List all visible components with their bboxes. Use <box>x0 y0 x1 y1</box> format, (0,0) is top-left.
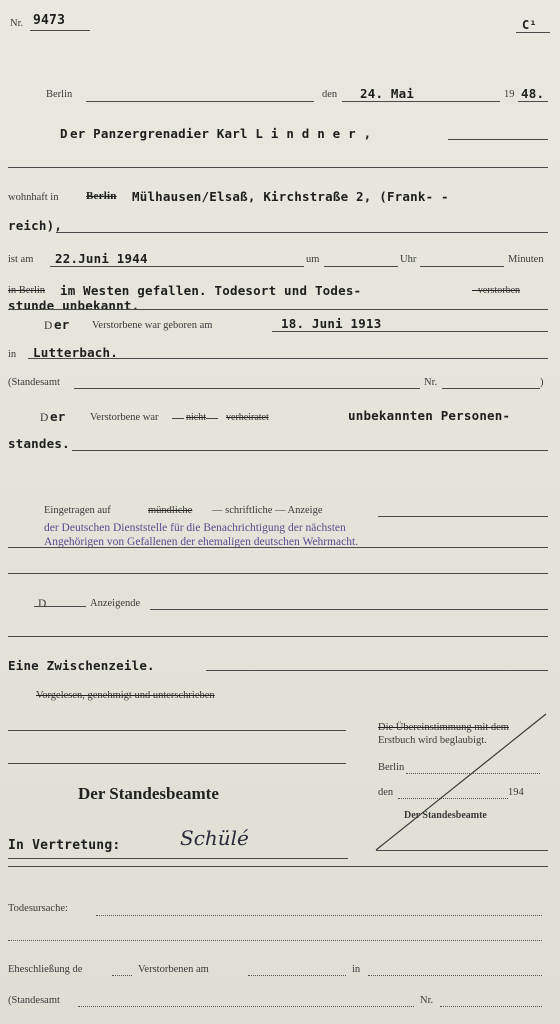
certification-line-2: Erstbuch wird beglaubigt. <box>378 735 487 746</box>
status-typed-prefix: er <box>50 409 66 424</box>
nr-value: 9473 <box>33 13 66 28</box>
stamp-underline <box>8 547 548 548</box>
ist-am-label: ist am <box>8 254 34 265</box>
birthplace: Lutterbach. <box>33 345 118 360</box>
form-code: C¹ <box>522 18 537 32</box>
registration-line <box>378 516 548 517</box>
certification-struck: Die Übereinstimmung mit dem <box>378 722 509 733</box>
birth-date: 18. Juni 1913 <box>281 316 382 331</box>
place-line <box>86 101 314 102</box>
death-date: 22.Juni 1944 <box>55 251 148 266</box>
footer-standesamt-line <box>78 1006 414 1007</box>
ehe-in-label: in <box>352 964 361 975</box>
ehe-place-line <box>368 975 542 976</box>
residence: Mülhausen/Elsaß, Kirchstraße 2, (Frank- - <box>132 189 449 204</box>
uhr-label: Uhr <box>400 254 417 265</box>
born-typed-prefix: er <box>54 317 70 332</box>
nr-label: Nr. <box>10 18 24 29</box>
footer-nr: Nr. <box>420 995 434 1006</box>
standesamt-line <box>74 388 420 389</box>
ehe-label: Eheschließung de <box>8 964 83 975</box>
status-dash-1 <box>172 418 184 419</box>
standesamt-nr-line <box>442 388 540 389</box>
blank-line-4 <box>8 730 346 731</box>
signature-title: Der Standesbeamte <box>78 784 219 803</box>
wohnhaft-struck: Berlin <box>86 190 117 202</box>
signature: Schülé <box>180 826 249 850</box>
ehe-label-2: Verstorbenen am <box>138 964 209 975</box>
birth-date-line <box>272 331 548 332</box>
death-date-line <box>50 266 304 267</box>
death-place-line <box>8 309 548 310</box>
certification-year: 194 <box>508 787 524 798</box>
born-prefix: D <box>44 320 53 332</box>
person-line-prefix: D <box>60 126 68 141</box>
ehe-date-line <box>248 975 346 976</box>
todesursache-label: Todesursache: <box>8 903 68 914</box>
person-line-tail <box>448 139 548 140</box>
vorgelesen-struck: Vorgelesen, genehmigt und unterschrieben <box>36 690 215 701</box>
signature-line <box>8 858 348 859</box>
vertretung-label: In Vertretung: <box>8 838 121 853</box>
blank-line-5 <box>8 763 346 764</box>
anzeigende-strike <box>34 606 86 607</box>
birthplace-line <box>28 358 548 359</box>
zwischenzeile: Eine Zwischenzeile. <box>8 658 155 673</box>
uhr-line <box>420 266 504 267</box>
certification-title: Der Standesbeamte <box>404 810 487 821</box>
marital-status-line <box>72 450 548 451</box>
year-line <box>518 101 548 102</box>
standesamt-label: (Standesamt <box>8 377 60 388</box>
death-place: im Westen gefallen. Todesort und Todes- <box>60 283 362 298</box>
death-place-cont: stunde unbekannt. <box>8 298 140 313</box>
status-label: Verstorbene war <box>90 412 159 423</box>
birthplace-in-label: in <box>8 349 17 360</box>
footer-nr-line <box>440 1006 542 1007</box>
residence-line <box>56 232 548 233</box>
status-dash-2 <box>206 418 218 419</box>
standesamt-close: ) <box>540 377 544 388</box>
den-label: den <box>322 89 338 100</box>
registration-label: Eingetragen auf <box>44 505 111 516</box>
blank-line-3 <box>8 636 548 637</box>
anzeigende-prefix: D <box>38 598 47 610</box>
status-struck-nicht: nicht <box>186 412 206 423</box>
certification-place: Berlin <box>378 762 405 773</box>
year-prefix: 19 <box>504 89 515 100</box>
form-code-underline <box>516 32 550 33</box>
certification-den: den <box>378 787 394 798</box>
year-suffix: 48. <box>521 86 545 101</box>
um-label: um <box>306 254 320 265</box>
person-name: er Panzergrenadier Karl L i n d n e r , <box>70 126 372 141</box>
stamp-line-1: der Deutschen Dienststelle für die Benachrichtigung der nächsten <box>44 522 346 534</box>
anzeigende-label: Anzeigende <box>90 598 141 609</box>
registration-struck: mündliche <box>148 505 193 516</box>
registration-rest: — schriftliche — Anzeige <box>212 505 323 516</box>
zwischenzeile-line <box>206 670 548 671</box>
blank-line-1 <box>8 167 548 168</box>
ehe-blank <box>112 975 132 976</box>
status-prefix: D <box>40 412 49 424</box>
todesursache-line-2 <box>8 940 542 941</box>
verstorben-struck: - verstorben <box>472 285 521 296</box>
stamp-line-2: Angehörigen von Gefallenen der ehemaligen deutschen Wehrmacht. <box>44 536 359 548</box>
residence-cont: reich), <box>8 218 63 233</box>
born-label: Verstorbene war geboren am <box>92 320 213 331</box>
todesursache-line <box>96 915 542 916</box>
marital-status: unbekannten Personen- <box>348 408 511 423</box>
certification-diagonal-stroke <box>370 710 550 852</box>
anzeigende-line <box>150 609 548 610</box>
signature-separator <box>8 866 548 867</box>
minuten-label: Minuten <box>508 254 544 265</box>
blank-line-2 <box>8 573 548 574</box>
wohnhaft-label: wohnhaft in <box>8 192 59 203</box>
place-label: Berlin <box>46 89 73 100</box>
date-line <box>342 101 500 102</box>
marital-status-cont: standes. <box>8 436 70 451</box>
record-date: 24. Mai <box>360 86 415 101</box>
status-struck-verheiratet: verheiratet <box>226 412 269 423</box>
death-place-struck: in Berlin <box>8 285 46 296</box>
footer-standesamt: (Standesamt <box>8 995 60 1006</box>
nr-underline <box>30 30 90 31</box>
um-line <box>324 266 398 267</box>
standesamt-nr-label: Nr. <box>424 377 438 388</box>
